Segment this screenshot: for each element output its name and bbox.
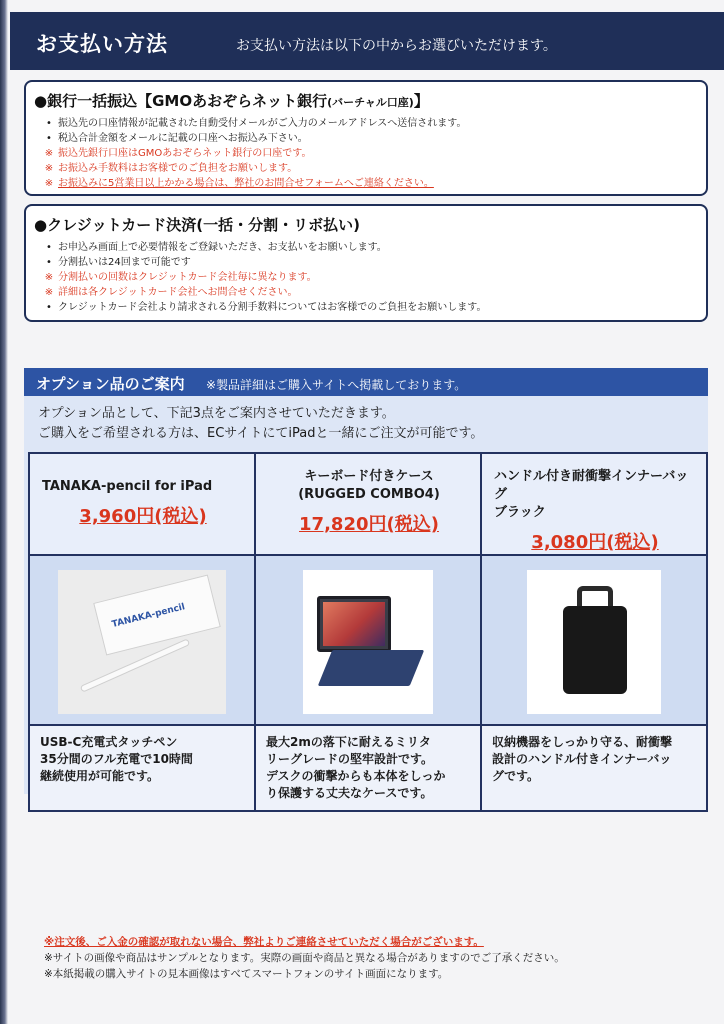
list-item: • クレジットカード会社より請求される分割手数料についてはお客様でのご負担をお願いします。 xyxy=(46,302,487,313)
page-title: お支払い方法 xyxy=(36,32,168,56)
footer-note: ※サイトの画像や商品はサンプルとなります。実際の画面や商品と異なる場合がありますのでご了承ください。 xyxy=(44,952,565,964)
product-image-cell xyxy=(29,555,255,725)
pencil-box-shape: TANAKA-pencil xyxy=(93,575,221,656)
bag-shape xyxy=(563,606,627,694)
page-header xyxy=(10,12,724,70)
list-item: • 振込先の口座情報が記載された自動受付メールがご入力のメールアドレスへ送信されます。 xyxy=(46,118,467,129)
footer-notes xyxy=(44,934,565,982)
list-item: • お申込み画面上で必要情報をご登録いただき、お支払いをお願いします。 xyxy=(46,242,387,253)
page-edge xyxy=(0,0,8,1024)
list-item-note: ※ 詳細は各クレジットカード会社へお問合せください。 xyxy=(44,287,298,298)
tablet-shape xyxy=(317,596,391,652)
page-subtitle: お支払い方法は以下の中からお選びいただけます。 xyxy=(236,38,557,54)
product-image-cell xyxy=(481,555,707,725)
keyboard-shape xyxy=(318,650,425,686)
options-intro: オプション品として、下記3点をご案内させていただきます。 ご購入をご希望される方は、ECサイトにてiPadと一緒にご注文が可能です。 xyxy=(38,406,484,441)
credit-card-list xyxy=(40,240,696,315)
options-title: オプション品のご案内 xyxy=(36,375,185,393)
options-heading-bar xyxy=(24,368,708,396)
product-table xyxy=(28,452,708,812)
credit-card-heading: ●クレジットカード決済(一括・分割・リボ払い) xyxy=(34,216,360,234)
product-header-inner-bag: ハンドル付き耐衝撃インナーバッグ ブラック 3,080円(税込) xyxy=(481,453,707,555)
list-item-note: ※ お振込みに5営業日以上かかる場合は、弊社のお問合せフォームへご連絡ください。 xyxy=(44,178,434,189)
list-item: • 分割払いは24回まで可能です xyxy=(46,257,191,268)
product-desc-pencil: USB-C充電式タッチペン 35分間のフル充電で10時間 継続使用が可能です。 xyxy=(29,725,255,811)
product-desc-inner-bag: 収納機器をしっかり守る、耐衝撃 設計のハンドル付きインナーバッ グです。 xyxy=(481,725,707,811)
price-keyboard-case: 17,820円(税込) xyxy=(299,514,439,535)
bag-handle-shape xyxy=(577,586,613,608)
bank-transfer-heading: ●銀行一括振込【GMOあおぞらネット銀行(バーチャル口座)】 xyxy=(34,92,429,110)
list-item-note: ※ 振込先銀行口座はGMOあおぞらネット銀行の口座です。 xyxy=(44,148,312,159)
price-inner-bag: 3,080円(税込) xyxy=(531,532,659,553)
price-pencil: 3,960円(税込) xyxy=(79,506,207,527)
inner-bag-product-image xyxy=(527,570,661,714)
list-item-note: ※ お振込み手数料はお客様でのご負担をお願いします。 xyxy=(44,163,298,174)
list-item: • 税込合計金額をメールに記載の口座へお振込み下さい。 xyxy=(46,133,308,144)
pencil-product-image xyxy=(58,570,226,714)
keyboard-case-product-image xyxy=(303,570,433,714)
credit-card-panel xyxy=(24,204,708,322)
product-header-pencil: TANAKA-pencil for iPad 3,960円(税込) xyxy=(29,453,255,555)
footer-note: ※本紙掲載の購入サイトの見本画像はすべてスマートフォンのサイト画面になります。 xyxy=(44,968,449,980)
bank-transfer-panel xyxy=(24,80,708,196)
footer-warning: ※注文後、ご入金の確認が取れない場合、弊社よりご連絡させていただく場合がございます。 xyxy=(44,936,484,948)
product-desc-keyboard-case: 最大2mの落下に耐えるミリタ リーグレードの堅牢設計です。 デスクの衝撃からも本体をしっか り保護する丈夫なケースです。 xyxy=(255,725,481,811)
list-item-note: ※ 分割払いの回数はクレジットカード会社毎に異なります。 xyxy=(44,272,317,283)
options-note: ※製品詳細はご購入サイトへ掲載しております。 xyxy=(206,378,467,392)
bank-transfer-list xyxy=(40,116,696,191)
product-header-keyboard-case: キーボード付きケース (RUGGED COMBO4) 17,820円(税込) xyxy=(255,453,481,555)
product-image-cell xyxy=(255,555,481,725)
